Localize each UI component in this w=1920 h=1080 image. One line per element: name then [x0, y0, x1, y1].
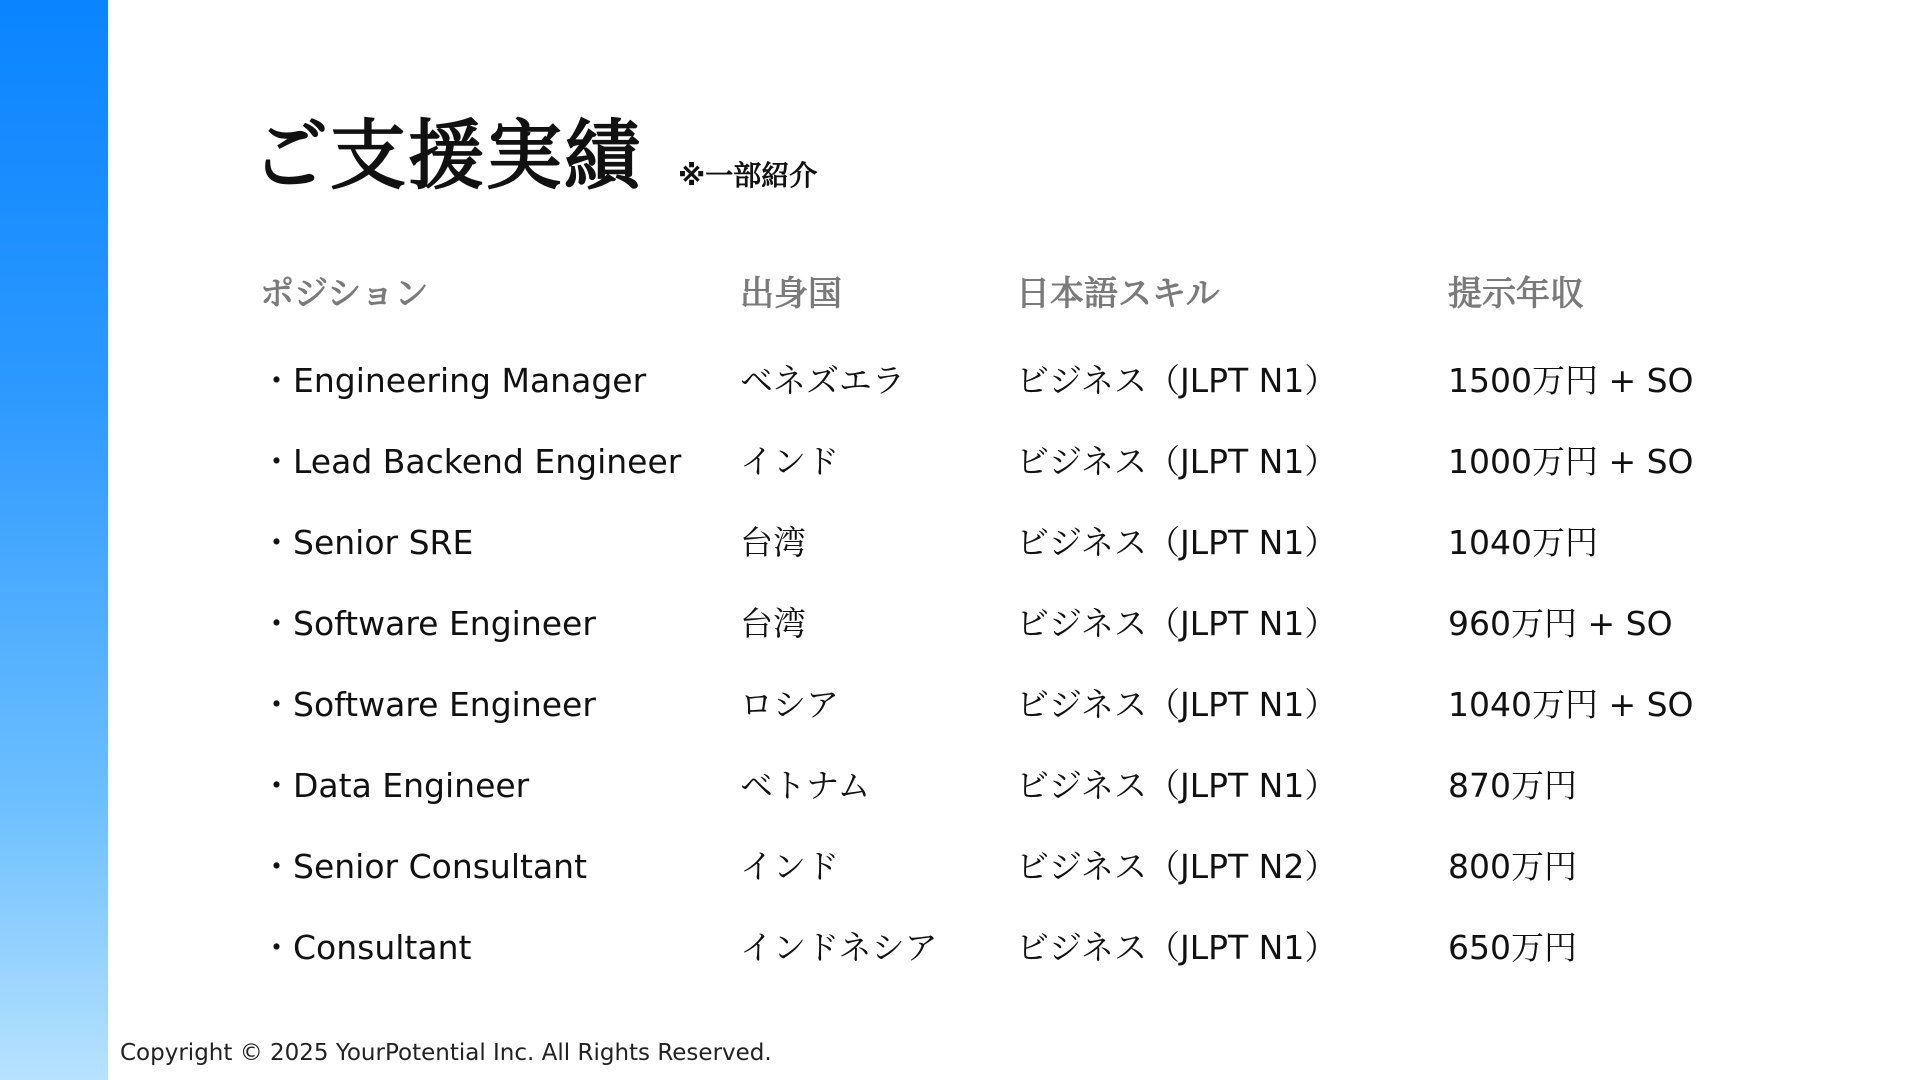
table-row	[260, 905, 1760, 986]
table-row	[260, 662, 1760, 743]
results-table	[260, 262, 1760, 986]
table-row	[260, 743, 1760, 824]
position-cell: ・Senior Consultant	[260, 847, 588, 886]
accent-side-bar	[0, 0, 108, 1080]
table-row	[260, 581, 1760, 662]
salary-cell: 800万円	[1448, 847, 1577, 886]
salary-cell: 1000万円 + SO	[1448, 442, 1694, 481]
column-header-country: 出身国	[740, 273, 842, 314]
japanese-skill-cell: ビジネス（JLPT N1）	[1016, 361, 1338, 400]
title-row	[252, 111, 818, 200]
japanese-skill-cell: ビジネス（JLPT N1）	[1016, 604, 1338, 643]
column-header-japanese-skill: 日本語スキル	[1016, 273, 1220, 314]
position-cell: ・Software Engineer	[260, 604, 596, 643]
salary-cell: 1040万円	[1448, 523, 1598, 562]
salary-cell: 1500万円 + SO	[1448, 361, 1694, 400]
japanese-skill-cell: ビジネス（JLPT N1）	[1016, 766, 1338, 805]
page-subtitle: ※一部紹介	[678, 159, 818, 192]
salary-cell: 1040万円 + SO	[1448, 685, 1694, 724]
table-row	[260, 419, 1760, 500]
country-cell: 台湾	[740, 523, 806, 562]
salary-cell: 650万円	[1448, 928, 1577, 967]
page-title: ご支援実績	[252, 111, 642, 200]
japanese-skill-cell: ビジネス（JLPT N2）	[1016, 847, 1338, 886]
salary-cell: 960万円 + SO	[1448, 604, 1673, 643]
column-header-salary: 提示年収	[1448, 273, 1584, 314]
table-row	[260, 500, 1760, 581]
japanese-skill-cell: ビジネス（JLPT N1）	[1016, 523, 1338, 562]
position-cell: ・Engineering Manager	[260, 361, 647, 400]
position-cell: ・Lead Backend Engineer	[260, 442, 682, 481]
position-cell: ・Data Engineer	[260, 766, 530, 805]
country-cell: ロシア	[740, 685, 839, 724]
position-cell: ・Senior SRE	[260, 523, 474, 562]
salary-cell: 870万円	[1448, 766, 1577, 805]
country-cell: インド	[740, 847, 839, 886]
copyright-footer: Copyright © 2025 YourPotential Inc. All Rights Reserved.	[120, 1040, 772, 1066]
table-row	[260, 824, 1760, 905]
country-cell: ベネズエラ	[740, 361, 905, 400]
table-row	[260, 338, 1760, 419]
column-header-position: ポジション	[260, 273, 429, 314]
position-cell: ・Consultant	[260, 928, 472, 967]
japanese-skill-cell: ビジネス（JLPT N1）	[1016, 442, 1338, 481]
country-cell: 台湾	[740, 604, 806, 643]
position-cell: ・Software Engineer	[260, 685, 596, 724]
country-cell: ベトナム	[740, 766, 871, 805]
country-cell: インド	[740, 442, 839, 481]
table-header-row	[260, 262, 1760, 318]
japanese-skill-cell: ビジネス（JLPT N1）	[1016, 685, 1338, 724]
country-cell: インドネシア	[740, 928, 938, 967]
japanese-skill-cell: ビジネス（JLPT N1）	[1016, 928, 1338, 967]
